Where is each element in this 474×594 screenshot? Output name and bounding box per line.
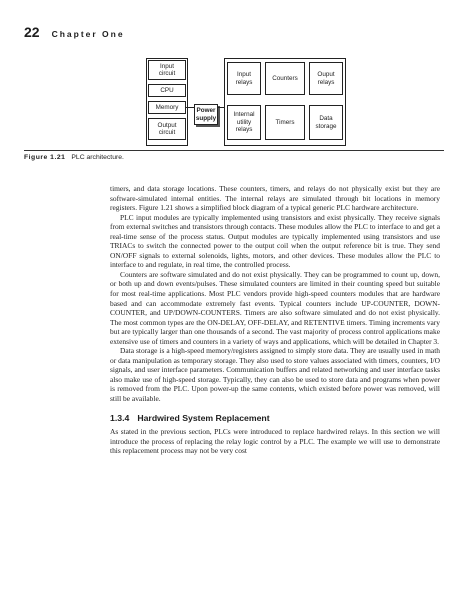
figure-label: Figure 1.21	[24, 154, 66, 161]
data-storage-block: Data storage	[309, 105, 343, 140]
memory-block: Memory	[148, 101, 186, 114]
page-number: 22	[24, 24, 40, 40]
input-relays-block: Input relays	[227, 62, 261, 95]
output-circuit-block: Output circuit	[148, 118, 186, 140]
paragraph: PLC input modules are typically implemented using transistors and exist physically. They receive signals from external switches and transistors through contacts. These modules allow the PLC to interface to and get a real-time sense of the process status. Output modules are typically implemented using transistors and use TRIACs to switch the connected power to the output coil when the output reference bit is true. They send ON/OFF signals to external solenoids, lights, motors, and other devices. These modules allow the PLC to interface to and regulate, in real time, the controlled process.	[110, 212, 440, 270]
plc-architecture-diagram	[0, 0, 474, 160]
internal-utility-relays-block: Internal utility relays	[227, 105, 261, 140]
section-title: Hardwired System Replacement	[137, 412, 270, 423]
figure-caption	[24, 150, 444, 161]
counters-block: Counters	[265, 62, 305, 95]
paragraph: timers, and data storage locations. These counters, timers, and relays do not physically exist but they are software-simulated internal entities. The internal relays are simulated through bit locations in memory registers. Figure 1.21 shows a simplified block diagram of a typical generic PLC hardware architecture.	[110, 184, 440, 213]
cpu-block: CPU	[148, 84, 186, 97]
memory-to-power-connector	[186, 107, 194, 108]
section-heading	[110, 414, 440, 424]
output-relays-block: Ouput relays	[309, 62, 343, 95]
input-circuit-block: Input circuit	[148, 60, 186, 80]
body-text	[110, 184, 440, 456]
chapter-title: Chapter One	[51, 29, 125, 39]
figure-caption-text: PLC architecture.	[71, 154, 124, 161]
section-number: 1.3.4	[110, 412, 130, 423]
timers-block: Timers	[265, 105, 305, 140]
paragraph: Data storage is a high-speed memory/registers assigned to simply store data. They are usually used in math or data manipulation as temporary storage. They also used to store values associated with timers, counters, I/O signals, and user interface parameters. Communication buffers and related networking and user interface tasks also make use of high-speed storage. Typically, they can also be used to store data and programs when power is removed from the PLC. Upon power-up the same contents, which existed before power was removed, will still be available.	[110, 346, 440, 404]
paragraph: As stated in the previous section, PLCs were introduced to replace hardwired relays. In this section we will introduce the process of replacing the relay logic control by a PLC. The example we will use to demonstrate this replacement process may not be very cost	[110, 427, 440, 456]
paragraph: Counters are software simulated and do not exist physically. They can be programmed to count up, down, or both up and down events/pulses. These simulated counters are limited in their counting speed but suitable for most real-time applications. Most PLC vendors provide high-speed counters modules that are hardware based and can accommodate extremely fast events. Typical counters include UP-COUNTER, DOWN-COUNTER, and UP/DOWN-COUNTERS. Timers are also software simulated and do not exist physically. The most common types are the ON-DELAY, OFF-DELAY, and RETENTIVE timers. Timing increments vary but are typically larger than one thousands of a second. The vast majority of process control applications make extensive use of timers and counters in a variety of ways and applications, which will be detailed in Chapter 3.	[110, 269, 440, 346]
power-supply-block: Power supply	[194, 104, 218, 125]
